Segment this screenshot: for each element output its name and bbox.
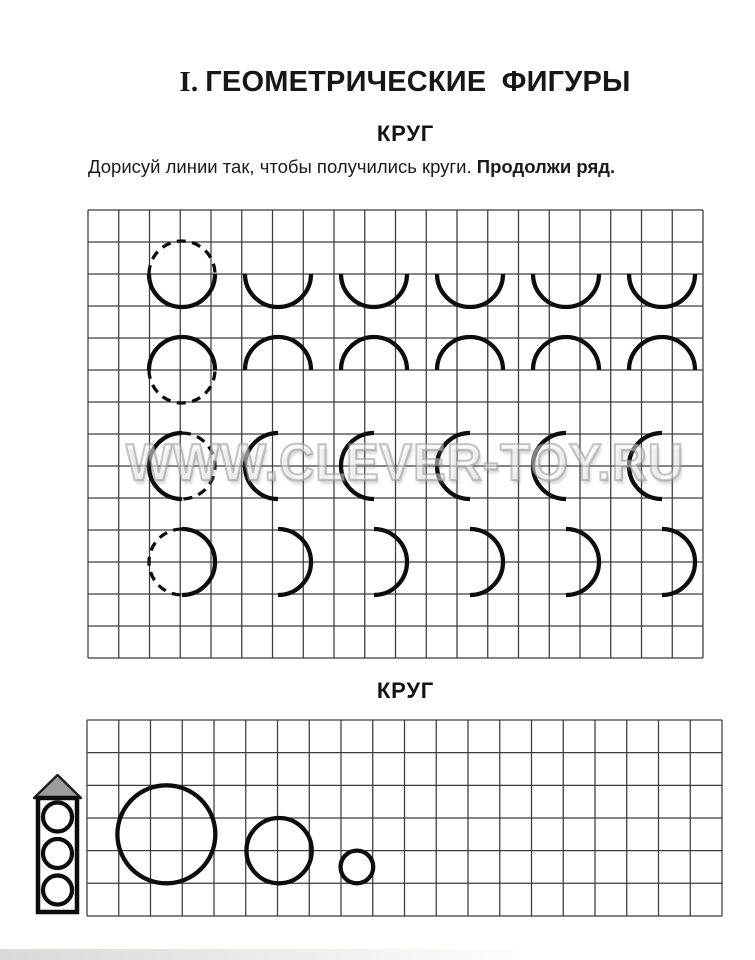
instruction-text: [88, 155, 728, 179]
solid-half-circle: [245, 274, 311, 307]
circle-tracing-grid: [87, 209, 704, 659]
solid-half-circle: [341, 274, 407, 307]
traffic-light-roof: [34, 775, 81, 798]
solid-half-circle: [629, 274, 695, 307]
solid-half-circle: [629, 337, 695, 370]
section2-heading: КРУГ: [376, 678, 435, 703]
traffic-light-lamp: [43, 839, 72, 868]
sample-circle: [117, 785, 215, 883]
solid-half-circle: [533, 274, 599, 307]
solid-half-circle: [149, 274, 215, 307]
circle-sizes-grid: [86, 719, 724, 918]
dashed-half-circle: [149, 370, 215, 403]
sample-circle: [341, 851, 374, 884]
solid-half-circle: [341, 337, 407, 370]
solid-half-circle: [437, 274, 503, 307]
solid-half-circle: [533, 337, 599, 370]
chapter-title-text: ГЕОМЕТРИЧЕСКИЕ ФИГУРЫ: [205, 66, 631, 98]
chapter-numeral: I.: [179, 66, 199, 98]
scan-edge: [0, 949, 513, 960]
instruction-normal: Дорисуй линии так, чтобы получились круги.: [88, 156, 477, 177]
traffic-light-icon: [29, 772, 87, 918]
watermark: WWW.CLEVER-TOY.RU: [125, 434, 685, 492]
dashed-half-circle: [149, 241, 215, 274]
traffic-light-lamp: [43, 876, 72, 905]
page-title: [60, 66, 750, 99]
section1-heading: КРУГ: [376, 121, 435, 146]
solid-half-circle: [149, 337, 215, 370]
solid-half-circle: [437, 337, 503, 370]
instruction-bold: Продолжи ряд.: [476, 156, 616, 177]
traffic-light-lamp: [43, 803, 72, 832]
solid-half-circle: [245, 337, 311, 370]
